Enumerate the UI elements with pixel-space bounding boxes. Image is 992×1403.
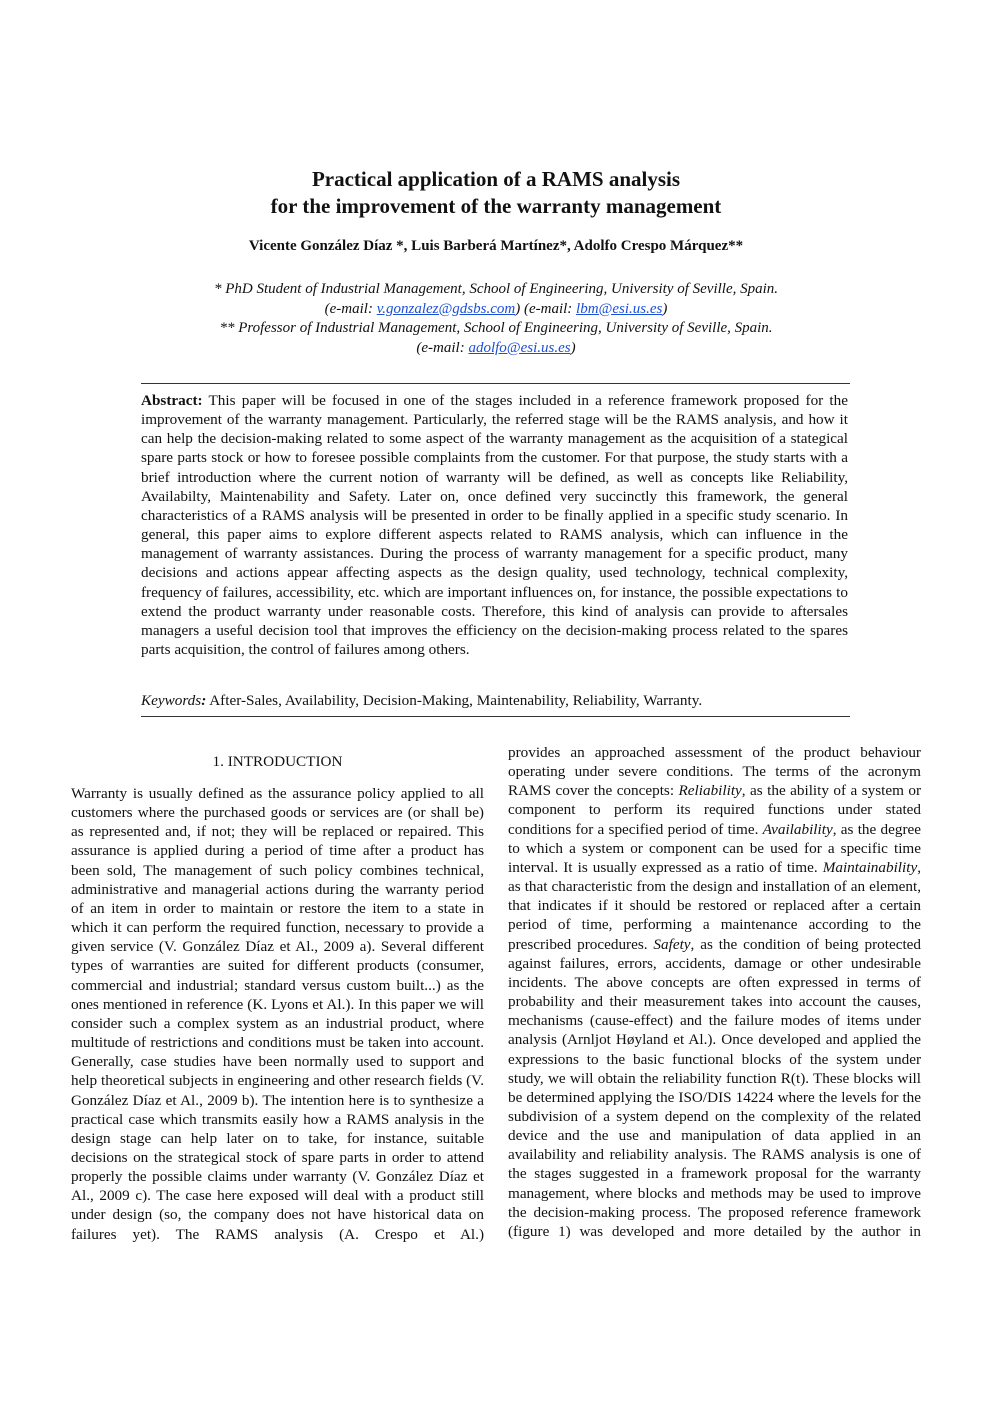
email-link-lbm[interactable]: lbm@esi.us.es xyxy=(576,300,663,317)
term-reliability: Reliability xyxy=(678,782,742,800)
section-heading-introduction: 1. INTRODUCTION xyxy=(212,753,343,770)
paper-title xyxy=(0,166,992,220)
text-run: , as the ability of a system or component to perform its required functions under stated conditions for a specified period of time. xyxy=(508,782,921,838)
keywords-text: After-Sales, Availability, Decision-Making, Maintenability, Reliability, Warranty. xyxy=(206,692,703,709)
text-run: , as the degree to which a system or component can be used for a specific time interval. It is usually expressed as a ratio of time. xyxy=(508,820,921,876)
keywords-colon: : xyxy=(201,692,207,709)
authors: Vicente González Díaz *, Luis Barberá Martínez*, Adolfo Crespo Márquez** xyxy=(248,238,744,254)
email-suffix: ) xyxy=(570,339,576,356)
email-suffix: ) xyxy=(662,300,668,317)
email-link-gonzalez[interactable]: v.gonzalez@gdsbs.com xyxy=(376,300,516,317)
title-line-1: Practical application of a RAMS analysis xyxy=(311,167,681,191)
abstract-bottom-rule xyxy=(141,716,850,717)
keywords xyxy=(141,691,850,710)
text-run: , as the condition of being protected against failures, errors, accidents, damage or other undesirable incidents. The above concepts are often expressed in terms of probability and their measurement takes into account the causes, mechanisms (cause-effect) and the failure modes of items under analysis (Arnljot Høyland et Al.). Once developed and applied the expressions to the basic functional blocks of the system under study, we will obtain the reliability function R(t). These blocks will be determined applying the ISO/DIS 14224 where the levels for the subdivision of a system depend on the complexity of the related device and the use and manipulation of data applied in an availability and reliability analysis. The RAMS analysis is one of the stages suggested in a framework proposal for the warranty management, where blocks and methods may be used to improve the decision-making process. The proposed reference framework (figure 1) was developed and more detailed by the author in xyxy=(508,935,921,1240)
term-safety: Safety xyxy=(653,935,691,953)
introduction-paragraph-right xyxy=(508,743,921,1241)
body-column-right xyxy=(508,743,921,1294)
keywords-label: Keywords xyxy=(141,692,202,709)
affiliation-1-emails xyxy=(0,300,992,320)
abstract-top-rule xyxy=(141,383,850,384)
email-link-adolfo[interactable]: adolfo@esi.us.es xyxy=(468,339,571,356)
abstract xyxy=(141,391,848,659)
term-availability: Availability xyxy=(762,820,833,838)
body-column-left xyxy=(71,784,484,1294)
email-prefix: (e-mail: xyxy=(416,339,469,356)
introduction-paragraph-left: Warranty is usually defined as the assurance policy applied to all customers where the purchased goods or services are (or shall be) as represented and, if not; they will be replaced or repaired. This assurance is applied during a period of time after a product has been sold, The management of such policy combines technical, administrative and managerial actions during the warranty period of an item in order to maintain or restore the item to a state in which it can perform the required function, necessary to provide a given service (V. González Díaz et Al., 2009 a). Several different types of warranties are suited for different products (consumer, commercial and industrial; standard versus custom built...) as the ones mentioned in reference (K. Lyons et Al.). In this paper we will consider such a complex system as an industrial product, where multitude of restrictions and conditions must be taken into account. Generally, case studies have been normally used to support and help theoretical subjects in engineering and other research fields (V. González Díaz et Al., 2009 b). The intention here is to synthesize a practical case which transmits easily how a RAMS analysis in the design stage can help later on to take, for instance, suitable decisions on the strategical stock of spare parts in order to attend properly the possible claims under warranty (V. González Díaz et Al., 2009 c). The case here exposed will deal with a product still under design (so, the company does not have historical data on failures yet). The RAMS analysis (A. Crespo et Al.) xyxy=(71,785,484,1243)
affiliation-1: * PhD Student of Industrial Management, School of Engineering, University of Seville, Spain. xyxy=(213,281,779,297)
abstract-text: This paper will be focused in one of the stages included in a reference framework proposed for the improvement of the warranty management. Particularly, the referred stage will be the RAMS analysis, and how it can help the decision-making related to some aspect of the warranty management as the acquisition of a stategical spare parts stock or how to foresee possible complaints from the customer. For that purpose, the study starts with a brief introduction where the current notion of warranty will be defined, as well as concepts like Reliability, Availabilty, Maintenability and Safety. Later on, once defined very succinctly this framework, the general characteristics of a RAMS analysis will be presented in order to be finally applied in a specific study scenario. In general, this paper aims to explore different aspects related to RAMS analysis, which can influence in the management of warranty assistances. During the process of warranty management for a specific product, many decisions and actions appear affecting aspects as the design quality, used technology, technical complexity, frequency of failures, accessibility, etc. which are important influences on, for instance, the possible expectations to extend the product warranty under reasonable costs. Therefore, this kind of analysis can provide to aftersales managers a useful decision tool that improves the efficiency on the decision-making process related to the spares parts acquisition, the control of failures among others. xyxy=(141,392,848,659)
email-prefix: (e-mail: xyxy=(324,300,377,317)
email-separator: ) (e-mail: xyxy=(515,300,577,317)
title-line-2: for the improvement of the warranty management xyxy=(270,194,722,218)
text-run: , as that characteristic from the design and installation of an element, that indicates if it should be restored or replaced after a certain period of time, performing a maintenance according to the prescribed procedures. xyxy=(508,858,921,953)
abstract-label: Abstract: xyxy=(141,392,203,409)
affiliation-2: ** Professor of Industrial Management, School of Engineering, University of Seville, Spain. xyxy=(219,320,773,336)
affiliations xyxy=(0,280,992,358)
text-run: provides an approached assessment of the product behaviour operating under severe conditions. The terms of the acronym RAMS cover the concepts: xyxy=(508,744,921,800)
term-maintainability: Maintainability xyxy=(822,858,918,876)
affiliation-2-email xyxy=(0,339,992,359)
